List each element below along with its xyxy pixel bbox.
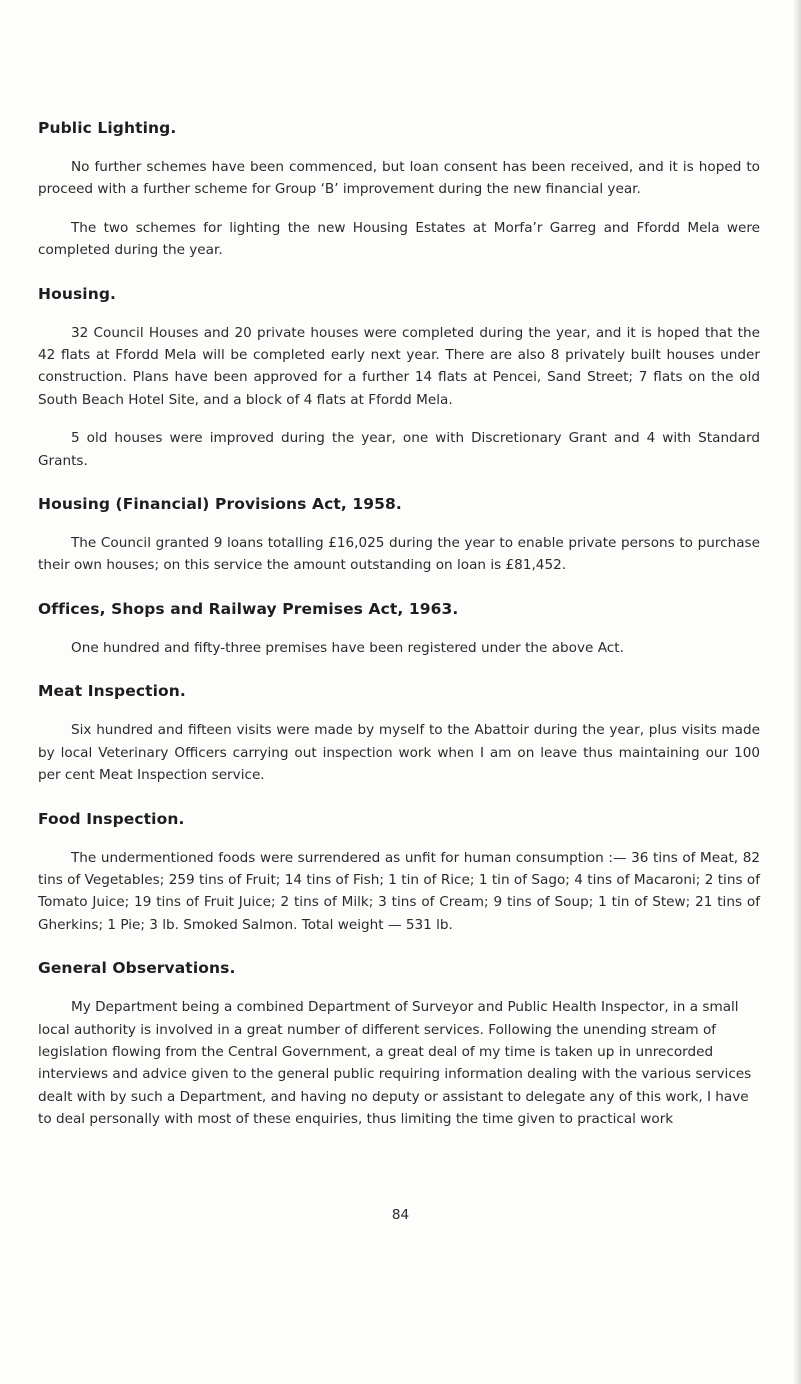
page-number: 84 [391, 1207, 410, 1223]
paragraph: No further schemes have been commenced, but loan consent has been received, and it is hoped to proceed with a further scheme for Group ‘B’ improvement during the new financial year. [38, 159, 760, 198]
heading-public-lighting: Public Lighting. [38, 119, 177, 137]
paragraph: One hundred and fifty-three premises have been registered under the above Act. [71, 639, 624, 656]
heading-food-inspection: Food Inspection. [38, 809, 185, 828]
heading-housing: Housing. [38, 284, 117, 303]
paragraph: 5 old houses were improved during the year, one with Discretionary Grant and 4 with Standard Grants. [38, 430, 760, 469]
paragraph: My Department being a combined Department of Surveyor and Public Health Inspector, in a small local authority is involved in a great number of different services. Following the unending stream of legislation flowing from the Central Government, a great deal of my time is taken up in unrecorded interviews and advice given to the general public requiring information dealing with the various services dealt with by such a Department, and having no deputy or assistant to delegate any of this work, I have to deal personally with most of these enquiries, thus limiting the time given to practical work [38, 999, 752, 1128]
paragraph: The undermentioned foods were surrendered as unfit for human consumption :— 36 tins of Meat, 82 tins of Vegetables; 259 tins of Fruit; 14 tins of Fish; 1 tin of Rice; 1 tin of Sago; 4 tins of Macaroni; 2 tins of Tomato Juice; 19 tins of Fruit Juice; 2 tins of Milk; 3 tins of Cream; 9 tins of Soup; 1 tin of Stew; 21 tins of Gherkins; 1 Pie; 3 lb. Smoked Salmon. Total weight — 531 lb. [38, 849, 760, 933]
paragraph: 32 Council Houses and 20 private houses were completed during the year, and it is hoped that the 42 flats at Ffordd Mela will be completed early next year. There are also 8 privately built houses under construction. Plans have been approved for a further 14 flats at Pencei, Sand Street; 7 flats on the old South Beach Hotel Site, and a block of 4 flats at Ffordd Mela. [38, 324, 760, 408]
page-edge-shadow [793, 0, 801, 1384]
document-body [38, 118, 760, 1147]
heading-housing-financial-provisions-act: Housing (Financial) Provisions Act, 1958. [38, 495, 402, 514]
heading-meat-inspection: Meat Inspection. [38, 682, 186, 701]
paragraph: The two schemes for lighting the new Housing Estates at Morfa’r Garreg and Ffordd Mela were completed during the year. [38, 219, 760, 259]
paragraph: Six hundred and fifteen visits were made by myself to the Abattoir during the year, plus visits made by local Veterinary Officers carrying out inspection work when I am on leave thus maintaining our 100 per cent Meat Inspection service. [38, 722, 760, 784]
heading-offices-shops-railway-premises-act: Offices, Shops and Railway Premises Act, 1963. [38, 599, 459, 618]
heading-general-observations: General Observations. [38, 959, 236, 978]
paragraph: The Council granted 9 loans totalling £16,025 during the year to enable private persons to purchase their own houses; on this service the amount outstanding on loan is £81,452. [38, 535, 760, 574]
